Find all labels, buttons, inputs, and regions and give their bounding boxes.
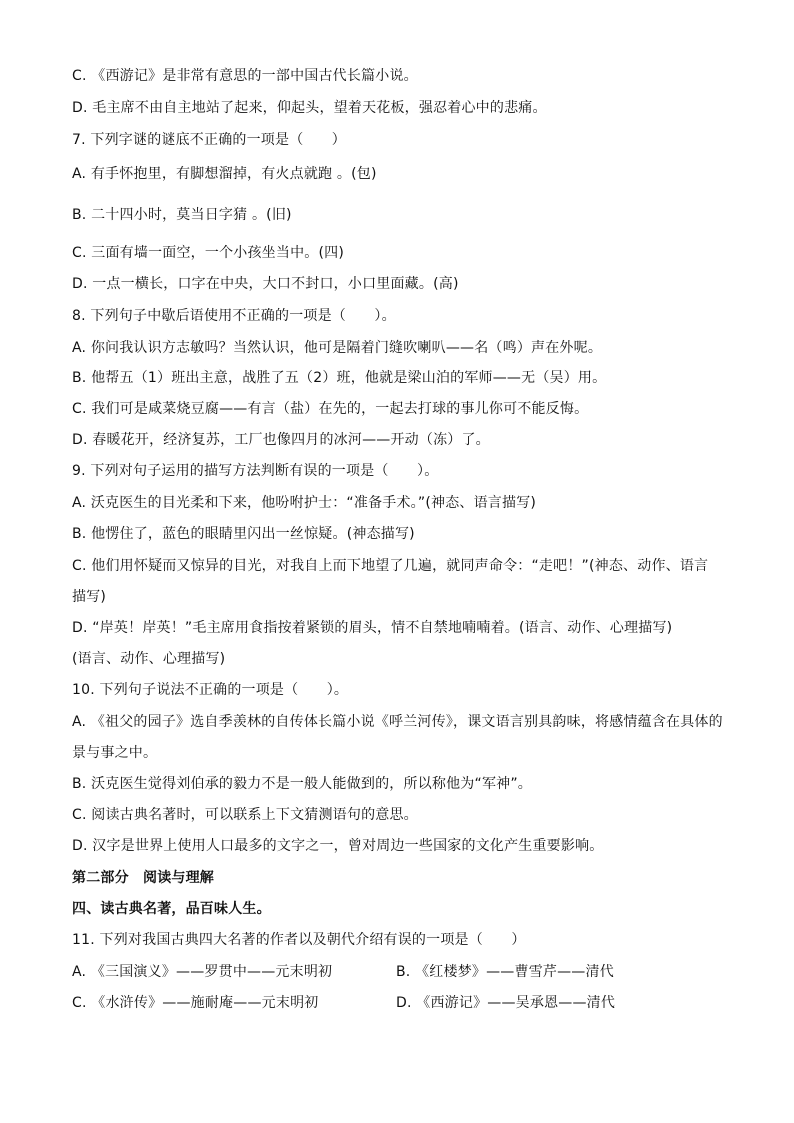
q9-stem: 9. 下列对句子运用的描写方法判断有误的一项是（ ）。 (72, 463, 439, 479)
q11-option-b: B. 《红楼梦》——曹雪芹——清代 (396, 964, 614, 980)
q10-option-a: A. 《祖父的园子》选自季羡林的自传体长篇小说《呼兰河传》，课文语言别具韵味，将感情蕴含在具体的 (72, 714, 723, 730)
q8-option-d: D. 春暖花开，经济复苏，工厂也像四月的冰河——开动（冻）了。 (72, 432, 490, 448)
q8-option-c: C. 我们可是咸菜烧豆腐——有言（盐）在先的，一起去打球的事儿你可不能反悔。 (72, 401, 589, 417)
q7-option-d: D. 一点一横长，口字在中央，大口不封口，小口里面藏。(高) (72, 276, 459, 292)
section-heading-part2: 第二部分 阅读与理解 (72, 870, 214, 886)
section-heading-four: 四、读古典名著，品百味人生。 (72, 901, 271, 917)
q7-option-b: B. 二十四小时，莫当日字猜 。(旧) (72, 207, 292, 223)
q7-option-a: A. 有手怀抱里，有脚想溜掉，有火点就跑 。(包) (72, 166, 377, 182)
q9-option-c: C. 他们用怀疑而又惊异的目光，对我自上而下地望了几遍，就同声命令：“走吧！”(神态、动作、语言 (72, 558, 709, 574)
q9-option-d-cont: (语言、动作、心理描写) (72, 651, 226, 667)
q7-stem: 7. 下列字谜的谜底不正确的一项是（ ） (72, 132, 347, 148)
q10-option-b: B. 沃克医生觉得刘伯承的毅力不是一般人能做到的，所以称他为“军神”。 (72, 776, 533, 792)
q8-stem: 8. 下列句子中歇后语使用不正确的一项是（ ）。 (72, 308, 396, 324)
q6-option-d: D. 毛主席不由自主地站了起来，仰起头，望着天花板，强忍着心中的悲痛。 (72, 100, 547, 116)
q7-option-c: C. 三面有墙一面空，一个小孩坐当中。(四) (72, 245, 344, 261)
q9-option-b: B. 他愣住了，蓝色的眼睛里闪出一丝惊疑。(神态描写) (72, 526, 415, 542)
q6-option-c: C. 《西游记》是非常有意思的一部中国古代长篇小说。 (72, 68, 418, 84)
q9-option-a: A. 沃克医生的目光柔和下来，他吩咐护士：“准备手术。”(神态、语言描写) (72, 495, 537, 511)
q10-stem: 10. 下列句子说法不正确的一项是（ ）。 (72, 682, 349, 698)
q11-stem: 11. 下列对我国古典四大名著的作者以及朝代介绍有误的一项是（ ） (72, 932, 526, 948)
q10-option-a-cont: 景与事之中。 (72, 745, 158, 761)
q8-option-a: A. 你问我认识方志敏吗？当然认识，他可是隔着门缝吹喇叭——名（鸣）声在外呢。 (72, 340, 603, 356)
q9-option-d: D. “岸英！岸英！”毛主席用食指按着紧锁的眉头，情不自禁地喃喃着。(语言、动作、心理描写) (72, 620, 673, 636)
q11-option-d: D. 《西游记》——吴承恩——清代 (396, 995, 616, 1011)
q10-option-d: D. 汉字是世界上使用人口最多的文字之一，曾对周边一些国家的文化产生重要影响。 (72, 838, 604, 854)
q9-option-c-cont: 描写) (72, 589, 107, 605)
q8-option-b: B. 他帮五（1）班出主意，战胜了五（2）班，他就是梁山泊的军师——无（吴）用。 (72, 370, 607, 386)
q11-option-a: A. 《三国演义》——罗贯中——元末明初 (72, 964, 333, 980)
q10-option-c: C. 阅读古典名著时，可以联系上下文猜测语句的意思。 (72, 807, 418, 823)
q11-option-c: C. 《水浒传》——施耐庵——元末明初 (72, 995, 319, 1011)
